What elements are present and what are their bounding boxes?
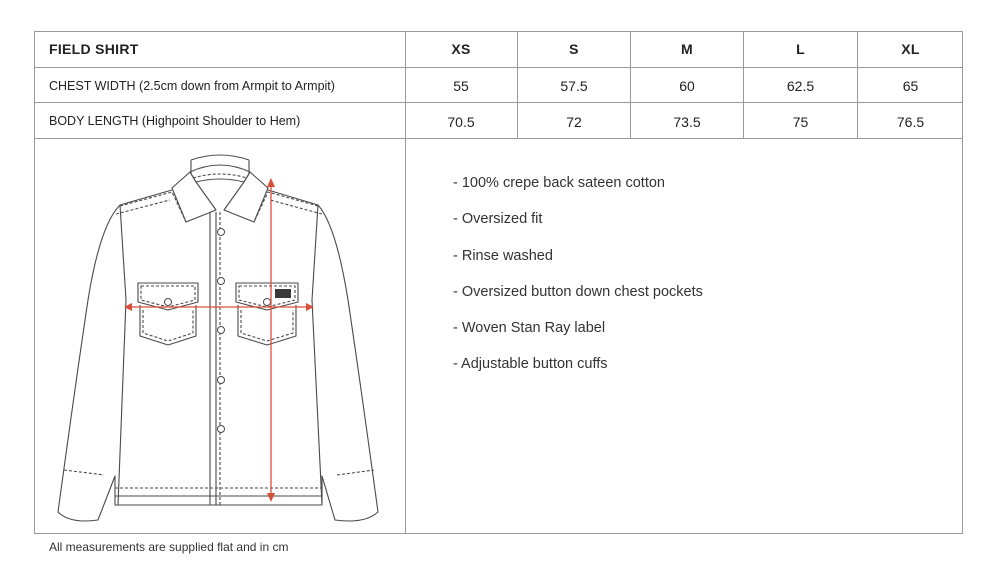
body-length-label: BODY LENGTH (Highpoint Shoulder to Hem) bbox=[49, 113, 301, 128]
chest-width-xs: 55 bbox=[453, 77, 469, 94]
size-header-m: M bbox=[681, 41, 693, 57]
measurement-footnote: All measurements are supplied flat and in cm bbox=[49, 540, 289, 554]
field-shirt-illustration bbox=[0, 0, 405, 534]
feature-item: - Oversized fit bbox=[453, 211, 543, 228]
product-label: FIELD SHIRT bbox=[49, 41, 139, 57]
body-length-l: 75 bbox=[792, 113, 809, 130]
feature-item: - Woven Stan Ray label bbox=[453, 320, 606, 337]
size-header-xl: XL bbox=[901, 41, 920, 57]
feature-item: - 100% crepe back sateen cotton bbox=[453, 175, 665, 191]
chest-width-m: 60 bbox=[679, 77, 695, 94]
chest-width-l: 62.5 bbox=[786, 77, 815, 94]
body-length-xs: 70.5 bbox=[447, 113, 475, 130]
chest-width-xl: 65 bbox=[902, 77, 919, 94]
body-length-xl: 76.5 bbox=[896, 113, 925, 130]
size-header-l: L bbox=[796, 41, 805, 57]
size-header-s: S bbox=[569, 41, 579, 57]
feature-item: - Oversized button down chest pockets bbox=[453, 283, 703, 300]
body-length-s: 72 bbox=[566, 113, 582, 130]
feature-list bbox=[453, 172, 703, 390]
body-length-m: 73.5 bbox=[673, 113, 701, 130]
size-header-xs: XS bbox=[451, 41, 471, 57]
chest-width-s: 57.5 bbox=[560, 77, 588, 94]
feature-item: - Rinse washed bbox=[453, 247, 553, 264]
chest-width-label: CHEST WIDTH (2.5cm down from Armpit to Armpit) bbox=[49, 78, 335, 93]
feature-item: - Adjustable button cuffs bbox=[453, 356, 608, 373]
